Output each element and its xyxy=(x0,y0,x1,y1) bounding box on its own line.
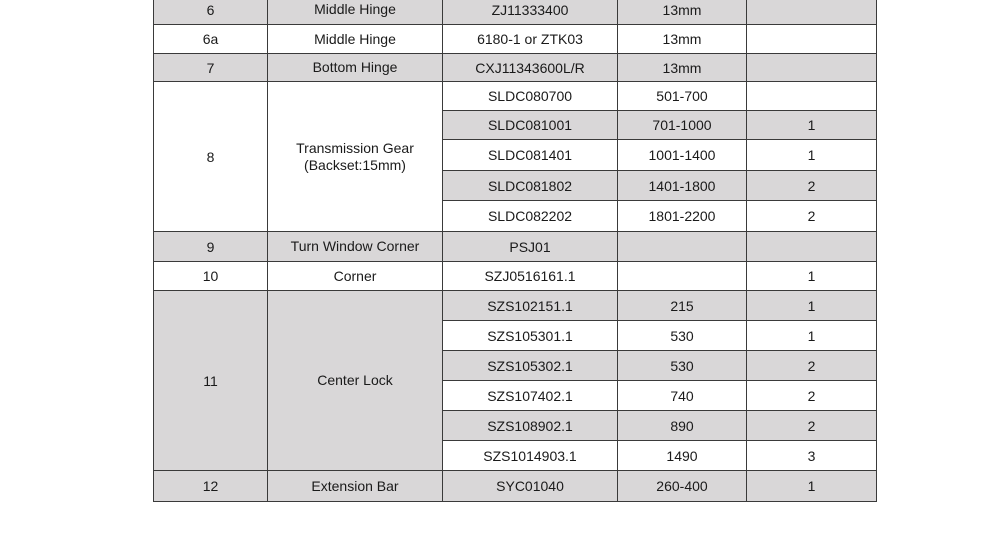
quantity-cell xyxy=(747,54,877,82)
part-code-cell: SLDC081401 xyxy=(443,140,618,171)
quantity-cell xyxy=(747,0,877,25)
table-row xyxy=(154,232,877,262)
part-name-line: Extension Bar xyxy=(311,477,399,494)
part-name-cell xyxy=(268,232,443,262)
part-name-cell xyxy=(268,54,443,82)
part-code-cell: SZS105301.1 xyxy=(443,321,618,351)
quantity-cell: 2 xyxy=(747,171,877,201)
part-name-line: Turn Window Corner xyxy=(290,238,420,254)
size-cell: 13mm xyxy=(618,0,747,25)
quantity-cell: 2 xyxy=(747,381,877,411)
table-row xyxy=(154,262,877,291)
part-code-cell: SLDC081802 xyxy=(443,171,618,201)
size-cell: 530 xyxy=(618,351,747,381)
part-name-cell xyxy=(268,471,443,502)
part-code-cell: SLDC081001 xyxy=(443,111,618,140)
size-cell: 1001-1400 xyxy=(618,140,747,171)
quantity-cell xyxy=(747,82,877,111)
quantity-cell: 1 xyxy=(747,140,877,171)
part-code-cell: SZS107402.1 xyxy=(443,381,618,411)
part-name-cell xyxy=(268,82,443,232)
part-code-cell: SZJ0516161.1 xyxy=(443,262,618,291)
size-cell: 215 xyxy=(618,291,747,321)
part-name-cell xyxy=(268,0,443,25)
part-name-cell xyxy=(268,25,443,54)
part-name-line: Middle Hinge xyxy=(314,1,396,17)
item-number-cell: 6 xyxy=(154,0,268,25)
part-code-cell: SZS102151.1 xyxy=(443,291,618,321)
size-cell xyxy=(618,262,747,291)
part-name-line: Corner xyxy=(333,267,377,284)
part-code-cell: SYC01040 xyxy=(443,471,618,502)
part-code-cell: SZS1014903.1 xyxy=(443,441,618,471)
size-cell: 13mm xyxy=(618,25,747,54)
item-number-cell: 6a xyxy=(154,25,268,54)
part-name-cell xyxy=(268,291,443,471)
part-code-cell: SLDC082202 xyxy=(443,201,618,232)
part-name xyxy=(334,268,377,285)
quantity-cell: 1 xyxy=(747,111,877,140)
part-name xyxy=(313,59,398,76)
part-name-line: Transmission Gear xyxy=(296,139,414,156)
quantity-cell: 1 xyxy=(747,291,877,321)
size-cell: 740 xyxy=(618,381,747,411)
size-cell: 1490 xyxy=(618,441,747,471)
quantity-cell: 3 xyxy=(747,441,877,471)
size-cell: 501-700 xyxy=(618,82,747,111)
table-row xyxy=(154,54,877,82)
table-row xyxy=(154,291,877,321)
size-cell: 530 xyxy=(618,321,747,351)
part-name xyxy=(296,140,414,174)
part-name-cell xyxy=(268,262,443,291)
part-code-cell: SZS108902.1 xyxy=(443,411,618,441)
item-number-cell: 12 xyxy=(154,471,268,502)
quantity-cell: 1 xyxy=(747,471,877,502)
spec-table-body xyxy=(154,0,877,502)
part-code-cell: 6180-1 or ZTK03 xyxy=(443,25,618,54)
part-code-cell: PSJ01 xyxy=(443,232,618,262)
item-number-cell: 9 xyxy=(154,232,268,262)
size-cell: 890 xyxy=(618,411,747,441)
part-name xyxy=(314,31,396,48)
part-name-line: Middle Hinge xyxy=(314,30,396,47)
quantity-cell: 1 xyxy=(747,321,877,351)
quantity-cell xyxy=(747,232,877,262)
table-row xyxy=(154,471,877,502)
part-name xyxy=(311,478,398,495)
size-cell: 1401-1800 xyxy=(618,171,747,201)
size-cell: 1801-2200 xyxy=(618,201,747,232)
part-code-cell: SZS105302.1 xyxy=(443,351,618,381)
hardware-spec-table xyxy=(153,0,877,502)
size-cell: 701-1000 xyxy=(618,111,747,140)
table-row xyxy=(154,25,877,54)
part-code-cell: CXJ11343600L/R xyxy=(443,54,618,82)
quantity-cell: 2 xyxy=(747,411,877,441)
part-name xyxy=(314,1,396,18)
table-row xyxy=(154,82,877,111)
table-row xyxy=(154,0,877,25)
item-number-cell: 11 xyxy=(154,291,268,471)
size-cell xyxy=(618,232,747,262)
quantity-cell: 2 xyxy=(747,351,877,381)
size-cell: 260-400 xyxy=(618,471,747,502)
part-name-line: (Backset:15mm) xyxy=(304,156,406,173)
part-code-cell: ZJ11333400 xyxy=(443,0,618,25)
part-name-line: Bottom Hinge xyxy=(312,59,398,75)
part-name-line: Center Lock xyxy=(317,372,393,388)
part-name xyxy=(291,238,420,255)
size-cell: 13mm xyxy=(618,54,747,82)
quantity-cell xyxy=(747,25,877,54)
item-number-cell: 8 xyxy=(154,82,268,232)
item-number-cell: 7 xyxy=(154,54,268,82)
part-name xyxy=(317,372,392,389)
item-number-cell: 10 xyxy=(154,262,268,291)
quantity-cell: 1 xyxy=(747,262,877,291)
quantity-cell: 2 xyxy=(747,201,877,232)
part-code-cell: SLDC080700 xyxy=(443,82,618,111)
